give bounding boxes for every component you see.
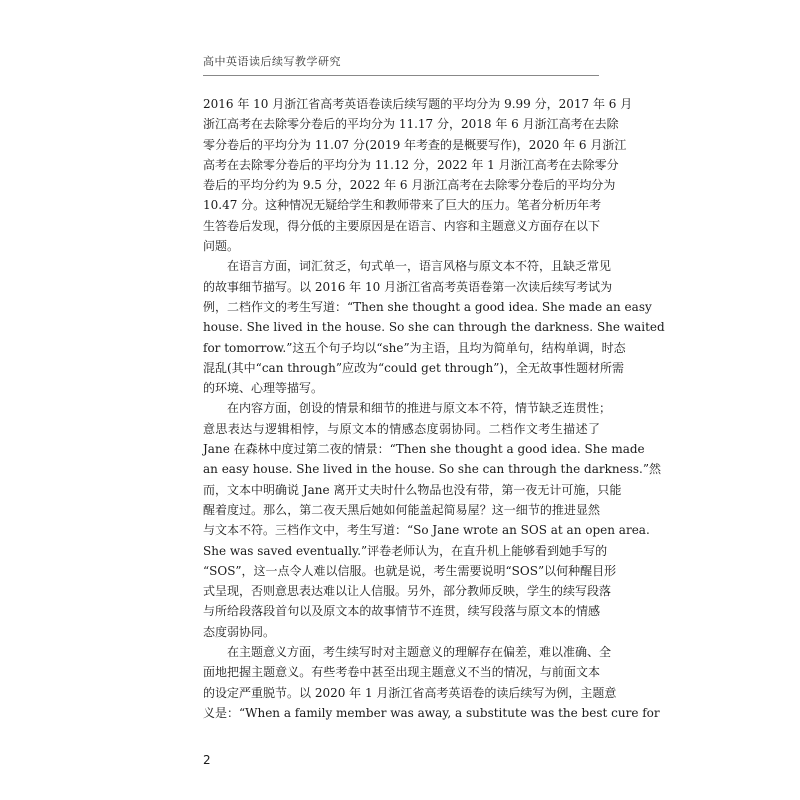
running-header: 高中英语读后续写教学研究 [203,55,341,68]
text-line: 2016 年 10 月浙江省高考英语卷读后续写题的平均分为 9.99 分，2017 年 6 月 [203,97,633,111]
text-line: Jane 在森林中度过第二夜的情景：“Then she thought a good idea. She made [203,442,645,457]
text-line: 在内容方面，创设的情景和细节的推进与原文本不符，情节缺乏连贯性； [227,401,612,416]
page-number: 2 [203,753,211,767]
text-line: 式呈现，否则意思表达难以让人信服。另外，部分教师反映，学生的续写段落 [203,584,612,599]
text-line: 零分卷后的平均分为 11.07 分(2019 年考查的是概要写作)，2020 年 6 月浙江 [203,137,627,152]
text-line: “SOS”，这一点令人难以信服。也就是说，考生需要说明“SOS”以何种醒目形 [203,563,617,578]
text-line: for tomorrow.”这五个句子均以“she”为主语，且均为简单句，结构单调，时态 [203,340,626,355]
text-line: 生答卷后发现，得分低的主要原因是在语言、内容和主题意义方面存在以下 [203,218,600,233]
text-line: 10.47 分。这种情况无疑给学生和教师带来了巨大的压力。笔者分析历年考 [203,198,602,213]
text-line: 问题。 [203,239,240,254]
text-line: 高考在去除零分卷后的平均分为 11.12 分，2022 年 1 月浙江高考在去除零分 [203,157,619,172]
text-line: 态度弱协同。 [203,624,276,639]
text-line: 与所给段落段首句以及原文本的故事情节不连贯，续写段落与原文本的情感 [203,604,600,619]
text-line: 在语言方面，词汇贫乏，句式单一，语言风格与原文本不符，且缺乏常见 [227,259,612,274]
text-line: 卷后的平均分约为 9.5 分，2022 年 6 月浙江高考在去除零分卷后的平均分为 [203,178,616,193]
text-line: 与文本不符。三档作文中，考生写道：“So Jane wrote an SOS at an open area. [203,523,650,538]
text-line: 的设定严重脱节。以 2020 年 1 月浙江省高考英语卷的读后续写为例，主题意 [203,685,617,700]
text-line: 而，文本中明确说 Jane 离开丈夫时什么物品也没有带，第一夜无计可施，只能 [203,482,622,497]
text-line: 义是：“When a family member was away, a substitute was the best cure for [203,705,660,720]
text-line: house. She lived in the house. So she can through the darkness. She waited [203,320,665,335]
text-line: 浙江高考在去除零分卷后的平均分为 11.17 分，2018 年 6 月浙江高考在去除 [203,117,619,132]
header-rule [203,75,599,76]
text-line: 醒着度过。那么，第二夜天黑后她如何能盖起简易屋？这一细节的推进显然 [203,502,600,517]
text-line: 混乱(其中“can through”应改为“could get through”)，全无故事性题材所需 [203,360,625,375]
text-line: an easy house. She lived in the house. So she can through the darkness.”然 [203,462,661,477]
text-line: She was saved eventually.”评卷老师认为，在直升机上能够看到她手写的 [203,543,608,558]
body-text [203,94,665,723]
text-line: 的环境、心理等描写。 [203,381,324,396]
text-line: 例，二档作文的考生写道：“Then she thought a good idea. She made an easy [203,299,652,314]
text-line: 在主题意义方面，考生续写时对主题意义的理解存在偏差，难以准确、全 [227,645,612,660]
text-line: 面地把握主题意义。有些考卷中甚至出现主题意义不当的情况，与前面文本 [203,665,600,680]
text-line: 的故事细节描写。以 2016 年 10 月浙江省高考英语卷第一次读后续写考试为 [203,279,613,294]
text-line: 意思表达与逻辑相悖，与原文本的情感态度弱协同。二档作文考生描述了 [203,421,600,436]
